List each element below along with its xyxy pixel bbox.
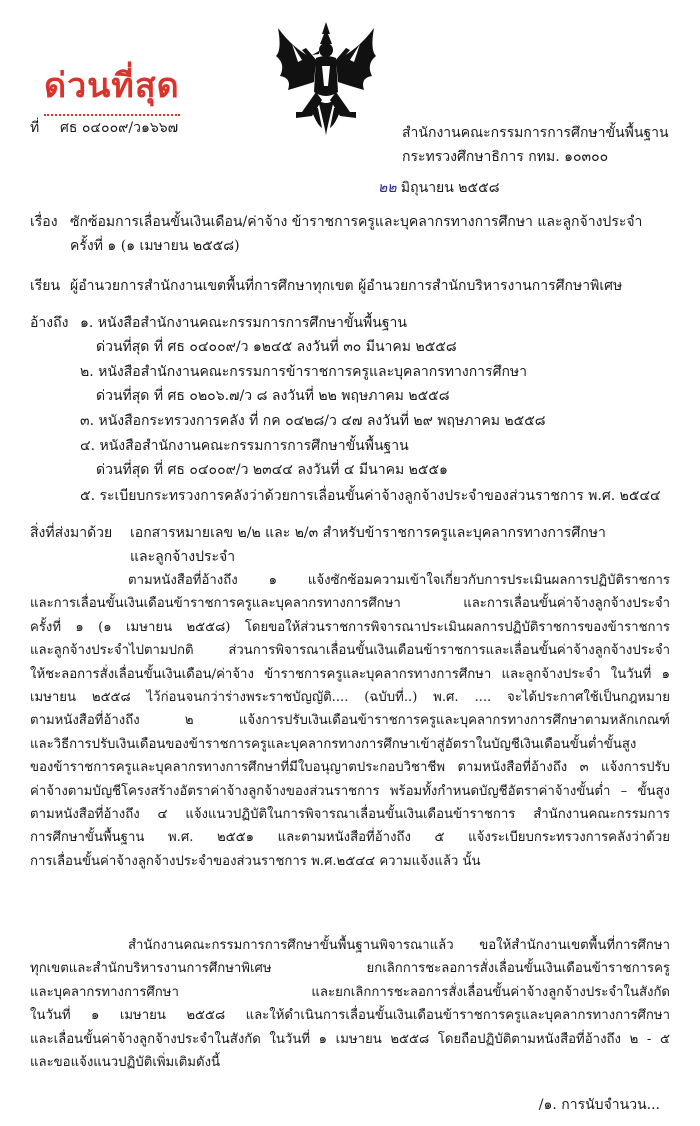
paragraph-2-line: ในวันที่ ๑ เมษายน ๒๕๕๘ และให้ดำเนินการเลื่อนขั้นเงินเดือนข้าราชการครูและบุคลากรทางการศึกษา: [30, 1008, 670, 1024]
reference-item-4: ๔. หนังสือสำนักงานคณะกรรมการการศึกษาขั้นพื้นฐาน: [80, 438, 409, 454]
reference-item-3: ๓. หนังสือกระทรวงการคลัง ที่ กค ๐๔๒๘/ว ๔๗ ลงวันที่ ๒๙ พฤษภาคม ๒๕๕๘: [80, 413, 546, 429]
page-continuation: /๑. การนับจำนวน...: [538, 1097, 660, 1113]
paragraph-1-line: ตามหนังสือที่อ้างถึง ๔ แจ้งแนวปฏิบัติในการพิจารณาเลื่อนขั้นเงินเดือนข้าราชการ สำนักงานคณะกรรมการ: [30, 807, 670, 823]
recipient-label: เรียน: [30, 278, 61, 294]
enclosure-line-1: เอกสารหมายเลข ๒/๒ และ ๒/๓ สำหรับข้าราชการครูและบุคลากรทางการศึกษา: [130, 525, 606, 541]
paragraph-2-line: และเลื่อนขั้นค่าจ้างลูกจ้างประจำในสังกัด ในวันที่ ๑ เมษายน ๒๕๕๘ โดยถือปฏิบัติตามหนังสือที่อ้างถึง ๒ - ๕: [30, 1031, 670, 1047]
references-label: อ้างถึง: [30, 315, 69, 331]
reference-item-2-detail: ด่วนที่สุด ที่ ศธ ๐๒๐๖.๗/ว ๘ ลงวันที่ ๒๒ พฤษภาคม ๒๕๕๘: [96, 388, 450, 404]
urgency-stamp: ด่วนที่สุด: [44, 58, 180, 116]
paragraph-2-line: และขอแจ้งแนวปฏิบัติเพิ่มเติมดังนี้: [30, 1055, 221, 1071]
subject-line-1: ซักซ้อมการเลื่อนขั้นเงินเดือน/ค่าจ้าง ข้าราชการครูและบุคลากรทางการศึกษา และลูกจ้างประจำ: [70, 214, 643, 230]
enclosure-line-2: และลูกจ้างประจำ: [130, 549, 236, 565]
doc-number: ศธ ๐๔๐๐๙/ว๑๖๖๗: [60, 120, 179, 136]
reference-item-5: ๕. ระเบียบกระทรวงการคลังว่าด้วยการเลื่อนขั้นค่าจ้างลูกจ้างประจำของส่วนราชการ พ.ศ. ๒๕๔๔: [80, 488, 661, 504]
date-month-year: มิถุนายน ๒๕๕๘: [400, 180, 500, 196]
doc-number-label: ที่: [30, 120, 40, 136]
paragraph-2-line: และบุคลากรทางการศึกษา และยกเลิกการชะลอการสั่งเลื่อนขั้นค่าจ้างลูกจ้างประจำในสังกัด: [30, 984, 670, 1000]
reference-item-1-detail: ด่วนที่สุด ที่ ศธ ๐๔๐๐๙/ว ๑๒๔๕ ลงวันที่ ๓๐ มีนาคม ๒๕๕๘: [96, 339, 457, 355]
document-date: [378, 178, 500, 198]
recipient-text: ผู้อำนวยการสำนักงานเขตพื้นที่การศึกษาทุกเขต ผู้อำนวยการสำนักบริหารงานการศึกษาพิเศษ: [70, 278, 623, 294]
enclosure-label: สิ่งที่ส่งมาด้วย: [30, 525, 113, 541]
subject-line-2: ครั้งที่ ๑ (๑ เมษายน ๒๕๕๘): [70, 238, 240, 254]
garuda-emblem-icon: [272, 20, 380, 138]
subject-label: เรื่อง: [30, 214, 58, 230]
paragraph-1-line: ตามหนังสือที่อ้างถึง ๑ แจ้งซักซ้อมความเข้าใจเกี่ยวกับการประเมินผลการปฏิบัติราชการ: [128, 573, 670, 588]
paragraph-1-line: การเลื่อนขั้นค่าจ้างลูกจ้างประจำของส่วนราชการ พ.ศ.๒๕๔๔ ความแจ้งแล้ว นั้น: [30, 853, 481, 869]
paragraph-1-line: การศึกษาขั้นพื้นฐาน พ.ศ. ๒๕๕๑ และตามหนังสือที่อ้างถึง ๕ แจ้งระเบียบกระทรวงการคลังว่าด้วย: [30, 830, 670, 846]
issuing-office: สำนักงานคณะกรรมการการศึกษาขั้นพื้นฐาน: [402, 125, 669, 141]
paragraph-1-line: ของข้าราชการครูและบุคลากรทางการศึกษาที่มีใบอนุญาตประกอบวิชาชีพ ตามหนังสือที่อ้างถึง ๓ แจ้งการปรับ: [30, 760, 670, 776]
body-paragraph-1: [30, 569, 670, 873]
date-day: ๒๒: [378, 180, 397, 196]
paragraph-1-line: ให้ชะลอการสั่งเลื่อนขั้นเงินเดือน/ค่าจ้าง ข้าราชการครูและบุคลากรทางการศึกษา และลูกจ้างประจำ ในวันที่ ๑: [30, 666, 670, 682]
reference-item-1: ๑. หนังสือสำนักงานคณะกรรมการการศึกษาขั้นพื้นฐาน: [80, 315, 407, 331]
reference-item-4-detail: ด่วนที่สุด ที่ ศธ ๐๔๐๐๙/ว ๒๓๔๔ ลงวันที่ ๔ มีนาคม ๒๕๕๑: [96, 462, 448, 478]
paragraph-1-line: เมษายน ๒๕๕๘ ไว้ก่อนจนกว่าร่างพระราชบัญญัติ.... (ฉบับที่..) พ.ศ. .... จะได้ประกาศใช้เป็นกฎหมาย: [30, 690, 670, 706]
paragraph-1-line: ครั้งที่ ๑ (๑ เมษายน ๒๕๕๘) โดยขอให้ส่วนราชการพิจารณาประเมินผลการปฏิบัติราชการของข้าราชการ: [30, 619, 670, 635]
reference-item-2: ๒. หนังสือสำนักงานคณะกรรมการข้าราชการครูและบุคลากรทางการศึกษา: [80, 364, 528, 380]
paragraph-1-line: และวิธีการปรับเงินเดือนของข้าราชการครูและบุคลากรทางการศึกษาเข้าสู่อัตราในบัญชีเงินเดือนขั้นต่ำขั้นสูง: [30, 736, 637, 752]
body-paragraph-2: [30, 934, 670, 1074]
paragraph-1-line: ตามหนังสือที่อ้างถึง ๒ แจ้งการปรับเงินเดือนข้าราชการครูและบุคลากรทางการศึกษาตามหลักเกณฑ์: [30, 713, 670, 729]
paragraph-2-line: สำนักงานคณะกรรมการการศึกษาขั้นพื้นฐานพิจารณาแล้ว ขอให้สำนักงานเขตพื้นที่การศึกษา: [128, 938, 670, 953]
issuing-ministry-address: กระทรวงศึกษาธิการ กทม. ๑๐๓๐๐: [402, 149, 609, 165]
paragraph-2-line: ทุกเขตและสำนักบริหารงานการศึกษาพิเศษ ยกเลิกการชะลอการสั่งเลื่อนขั้นเงินเดือนข้าราชการครู: [30, 961, 670, 977]
paragraph-1-line: ค่าจ้างตามบัญชีโครงสร้างอัตราค่าจ้างลูกจ้างของส่วนราชการ พร้อมทั้งกำหนดบัญชีอัตราค่าจ้างขั้นต่ำ – ขั้นสูง: [30, 783, 670, 799]
paragraph-1-line: และการเลื่อนขั้นเงินเดือนข้าราชการครูและบุคลากรทางการศึกษา และการเลื่อนขั้นค่าจ้างลูกจ้างประจำ: [30, 596, 670, 612]
paragraph-1-line: และลูกจ้างประจำไปตามปกติ ส่วนการพิจารณาเลื่อนขั้นเงินเดือนข้าราชการและเลื่อนขั้นค่าจ้างลูกจ้างประจำ: [30, 643, 670, 659]
